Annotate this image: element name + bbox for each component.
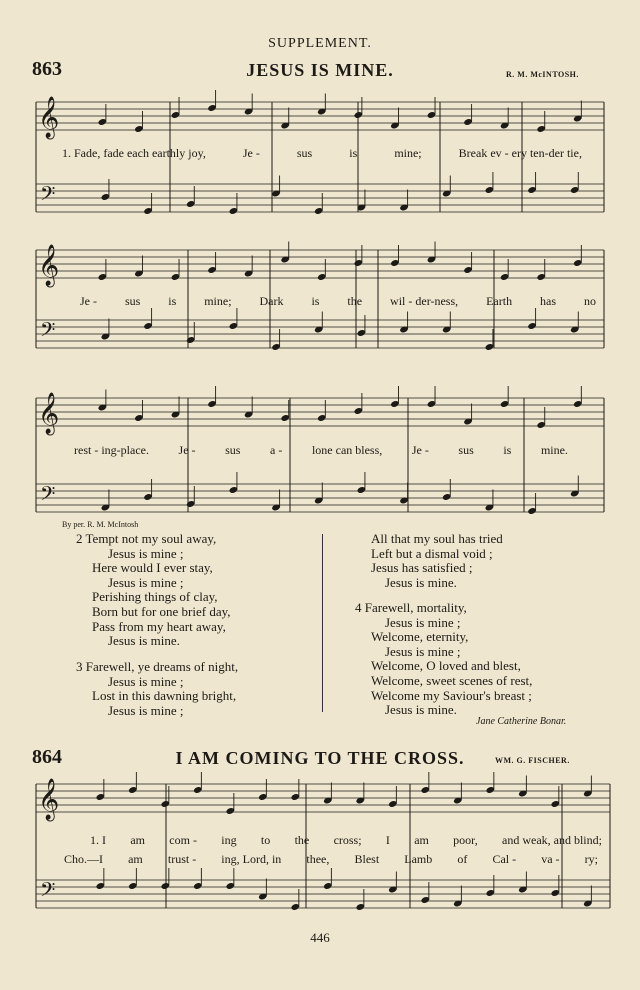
- hymn-composer: WM. G. FISCHER.: [495, 756, 570, 765]
- lyric-line-2: [64, 852, 598, 867]
- verse-line: Jesus is mine ;: [385, 614, 461, 630]
- lyric-word: am: [414, 833, 429, 847]
- lyric-word: wil - der-ness,: [390, 294, 459, 308]
- lyric-word: sus: [124, 294, 141, 308]
- lyric-word: sus: [458, 443, 474, 457]
- lyric-word: Break ev - ery ten-der tie,: [458, 146, 582, 160]
- lyric-word: ry;: [584, 852, 598, 866]
- lyric-word: trust -: [167, 852, 197, 866]
- bass-clef-icon: 𝄢: [40, 878, 56, 906]
- treble-clef-icon: 𝄞: [38, 245, 60, 286]
- verse-line: 2 Tempt not my soul away,: [76, 531, 217, 546]
- verse-line: Jesus is mine.: [385, 574, 457, 590]
- treble-clef-icon: 𝄞: [38, 97, 60, 138]
- verse-line: All that my soul has tried: [371, 531, 503, 546]
- lyric-word: Earth: [486, 294, 513, 308]
- verse-line: 4 Farewell, mortality,: [355, 600, 467, 615]
- bass-clef-icon: 𝄢: [40, 482, 56, 510]
- page-number: 446: [310, 930, 330, 945]
- verse-line: Pass from my heart away,: [92, 618, 226, 634]
- lyric-word: Je -: [178, 443, 196, 457]
- verse-line: 3 Farewell, ye dreams of night,: [76, 659, 239, 674]
- lyric-word: the: [294, 833, 310, 847]
- lyric-word: has: [540, 294, 557, 308]
- lyric-word: Je -: [242, 146, 260, 160]
- lyric-word: va -: [541, 852, 560, 866]
- treble-clef-icon: 𝄞: [38, 779, 60, 820]
- lyric-line-2: [80, 294, 596, 309]
- verse-line: Welcome, O loved and blest,: [371, 658, 521, 674]
- verse-line: Jesus is mine ;: [108, 702, 184, 718]
- hymn-title: I AM COMING TO THE CROSS.: [175, 748, 465, 768]
- lyric-word: 1. I: [90, 833, 106, 847]
- lyric-word: 1. Fade, fade each earthly joy,: [62, 146, 206, 160]
- verse-4: [355, 601, 532, 718]
- verse-line: Welcome, eternity,: [371, 629, 469, 645]
- lyric-word: cross;: [333, 833, 362, 847]
- treble-clef-icon: 𝄞: [38, 393, 60, 434]
- lyric-line-1: [90, 833, 602, 848]
- verse-line: Lost in this dawning bright,: [92, 688, 237, 704]
- lyric-word: lone can bless,: [311, 443, 383, 457]
- lyric-word: poor,: [453, 833, 478, 847]
- lyric-word: sus: [296, 146, 313, 160]
- verse-3-continued: [371, 532, 503, 590]
- verse-line: Welcome my Saviour's breast ;: [371, 687, 532, 703]
- lyric-word: sus: [225, 443, 241, 457]
- lyric-line-1: [62, 146, 582, 161]
- verse-line: Left but a dismal void ;: [371, 545, 493, 561]
- hymn-author: Jane Catherine Bonar.: [476, 716, 567, 727]
- verse-line: Jesus has satisfied ;: [371, 560, 473, 576]
- lyric-word: mine;: [204, 294, 232, 308]
- verse-line: Jesus is mine ;: [108, 574, 184, 590]
- lyric-word: is: [311, 294, 320, 308]
- column-divider: [322, 534, 323, 712]
- lyric-word: I: [385, 833, 390, 847]
- lyric-word: a -: [270, 443, 283, 457]
- lyric-word: ing, Lord, in: [221, 852, 282, 866]
- lyric-word: am: [130, 833, 145, 847]
- lyric-word: Cho.—I: [64, 852, 103, 866]
- verse-line: Jesus is mine.: [108, 633, 180, 649]
- section-header: SUPPLEMENT.: [268, 36, 372, 51]
- bass-clef-icon: 𝄢: [40, 182, 56, 210]
- lyric-word: thee,: [306, 852, 330, 866]
- lyric-word: ing: [221, 833, 237, 847]
- lyric-word: mine.: [540, 443, 568, 457]
- lyric-line-3: [74, 443, 568, 458]
- lyric-word: Lamb: [404, 852, 433, 866]
- lyric-word: com -: [169, 833, 197, 847]
- verse-line: Jesus is mine.: [385, 702, 457, 718]
- verse-line: Born but for one brief day,: [92, 603, 231, 619]
- lyric-word: the: [347, 294, 363, 308]
- verse-3: [76, 660, 238, 718]
- verse-line: Here would I ever stay,: [92, 560, 213, 576]
- lyric-word: is: [168, 294, 177, 308]
- verse-line: Welcome, sweet scenes of rest,: [371, 672, 533, 688]
- lyric-word: no: [583, 294, 596, 308]
- lyric-word: rest - ing-place.: [74, 443, 149, 457]
- lyric-word: to: [260, 833, 271, 847]
- lyric-word: Dark: [259, 294, 284, 308]
- lyric-word: is: [349, 146, 358, 160]
- lyric-word: and weak, and blind;: [502, 833, 602, 847]
- lyric-word: is: [503, 443, 512, 457]
- hymn-number: 864: [32, 746, 62, 768]
- hymn-composer: R. M. McINTOSH.: [506, 70, 579, 79]
- lyric-word: mine;: [394, 146, 422, 160]
- verse-line: Jesus is mine ;: [108, 545, 184, 561]
- verse-line: Perishing things of clay,: [92, 589, 218, 605]
- lyric-word: Je -: [80, 294, 97, 308]
- lyric-word: Je -: [411, 443, 429, 457]
- verse-2: [76, 532, 231, 649]
- lyric-word: Blest: [354, 852, 380, 866]
- verse-line: Jesus is mine ;: [385, 643, 461, 659]
- permission-note: By per. R. M. McIntosh: [62, 520, 139, 529]
- hymn-number: 863: [32, 58, 62, 80]
- lyric-word: Cal -: [492, 852, 517, 866]
- verse-line: Jesus is mine ;: [108, 673, 184, 689]
- lyric-word: am: [128, 852, 143, 866]
- bass-clef-icon: 𝄢: [40, 318, 56, 346]
- hymn-title: JESUS IS MINE.: [246, 60, 394, 80]
- lyric-word: of: [457, 852, 468, 866]
